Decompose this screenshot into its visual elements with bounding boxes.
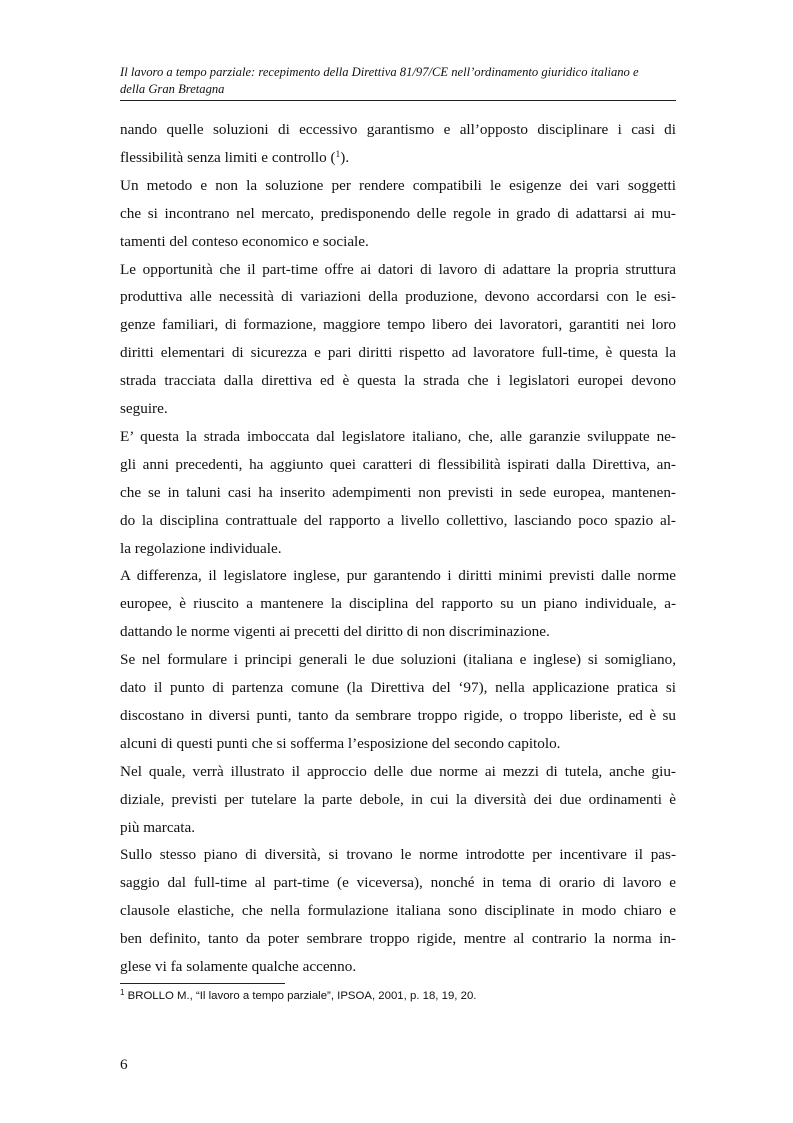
body-line-text: genze familiari, di formazione, maggiore tempo libero dei lavoratori, garantiti nei loro bbox=[120, 316, 676, 334]
body-line-text: flessibilità senza limiti e controllo ( bbox=[120, 148, 336, 166]
body-line-text: dato il punto di partenza comune (la Direttiva del ‘97), nella applicazione pratica si bbox=[120, 679, 676, 696]
running-header bbox=[120, 64, 676, 98]
body-line-text: produttiva alle necessità di variazioni della produzione, devono accordarsi con le esi- bbox=[120, 288, 676, 306]
body-line-text: saggio dal full-time al part-time (e viceversa), nonché in tema di orario di lavoro e bbox=[120, 874, 676, 892]
footnote bbox=[120, 989, 676, 1004]
body-line bbox=[120, 315, 676, 335]
page-number: 6 bbox=[120, 1056, 128, 1073]
body-line bbox=[120, 678, 676, 698]
body-line bbox=[120, 148, 676, 168]
body-line-text: europee, è riuscito a mantenere la disciplina del rapporto su un piano individuale, a- bbox=[120, 595, 676, 613]
body-line-text: E’ questa la strada imboccata dal legislatore italiano, che, alle garanzie sviluppate ne- bbox=[120, 427, 676, 445]
body-line bbox=[120, 957, 676, 977]
body-line bbox=[120, 511, 676, 531]
body-line bbox=[120, 204, 676, 224]
body-line bbox=[120, 594, 676, 614]
body-line-text: alcuni di questi punti che si sofferma l’esposizione del secondo capitolo. bbox=[120, 734, 561, 752]
body-line bbox=[120, 399, 676, 419]
body-line-text: che si incontrano nel mercato, predisponendo delle regole in grado di adattarsi ai mu- bbox=[120, 204, 676, 222]
body-line bbox=[120, 790, 676, 810]
body-line-text: glese vi fa solamente qualche accenno. bbox=[120, 958, 357, 975]
body-line bbox=[120, 455, 676, 475]
body-line bbox=[120, 232, 676, 252]
running-header-line-1: Il lavoro a tempo parziale: recepimento della Direttiva 81/97/CE nell’ordinamento giuridico italiano e bbox=[120, 65, 639, 79]
body-line-text: Sullo stesso piano di diversità, si trovano le norme introdotte per incentivare il pas- bbox=[120, 846, 676, 864]
body-line-text: Nel quale, verrà illustrato il approccio delle due norme ai mezzi di tutela, anche giu- bbox=[120, 762, 676, 780]
footnote-text: BROLLO M., “Il lavoro a tempo parziale”, IPSOA, 2001, p. 18, 19, 20. bbox=[124, 990, 477, 1002]
footnote-divider bbox=[120, 983, 285, 984]
body-line bbox=[120, 371, 676, 391]
body-line bbox=[120, 650, 676, 670]
body-line bbox=[120, 343, 676, 363]
body-line bbox=[120, 734, 676, 754]
body-line-text: nando quelle soluzioni di eccessivo garantismo e all’opposto disciplinare i casi di bbox=[120, 121, 676, 138]
body-line bbox=[120, 929, 676, 949]
body-line bbox=[120, 120, 676, 140]
body-line bbox=[120, 706, 676, 726]
body-line-text: più marcata. bbox=[120, 818, 196, 836]
body-line-text: diritti elementari di sicurezza e pari diritti rispetto ad lavoratore full-time, è questa la bbox=[120, 344, 676, 362]
header-divider bbox=[120, 100, 676, 101]
body-line-text: dattando le norme vigenti ai precetti del diritto di non discriminazione. bbox=[120, 623, 550, 641]
running-header-line-2: della Gran Bretagna bbox=[120, 82, 225, 96]
body-line bbox=[120, 762, 676, 782]
body-line bbox=[120, 539, 676, 559]
body-line bbox=[120, 176, 676, 196]
body-line bbox=[120, 287, 676, 307]
body-line-text: do la disciplina contrattuale del rapporto a livello collettivo, lasciando poco spazio al- bbox=[120, 511, 676, 529]
body-line bbox=[120, 260, 676, 280]
body-line bbox=[120, 483, 676, 503]
body-line-text: ben definito, tanto da poter sembrare troppo rigide, mentre al contrario la norma in- bbox=[120, 930, 676, 948]
body-line-text: che se in taluni casi ha inserito adempimenti non previsti in sede europea, mantenen- bbox=[120, 483, 676, 501]
footnote-reference: 1 bbox=[335, 149, 341, 160]
body-line-text: Un metodo e non la soluzione per rendere compatibili le esigenze dei vari soggetti bbox=[120, 176, 676, 194]
body-line-text: clausole elastiche, che nella formulazione italiana sono disciplinate in modo chiaro e bbox=[120, 902, 676, 920]
body-line-text: la regolazione individuale. bbox=[120, 539, 282, 557]
body-line-text-tail: ). bbox=[340, 148, 350, 166]
body-line-text: seguire. bbox=[120, 400, 168, 417]
footnote-marker: 1 bbox=[120, 988, 125, 997]
body-line-text: diziale, previsti per tutelare la parte debole, in cui la diversità dei due ordinamenti è bbox=[120, 790, 676, 808]
body-line-text: tamenti del conteso economico e sociale. bbox=[120, 232, 369, 250]
body-line bbox=[120, 901, 676, 921]
body-line bbox=[120, 818, 676, 838]
body-line-text: A differenza, il legislatore inglese, pur garantendo i diritti minimi previsti dalle norme bbox=[120, 567, 676, 585]
body-line bbox=[120, 845, 676, 865]
body-line-text: gli anni precedenti, ha aggiunto quei caratteri di flessibilità ispirati dalla Direttiva, an- bbox=[120, 455, 676, 473]
body-line-text: Le opportunità che il part-time offre ai datori di lavoro di adattare la propria struttura bbox=[120, 260, 676, 278]
body-line-text: strada tracciata dalla direttiva ed è questa la strada che i legislatori europei devono bbox=[120, 372, 676, 390]
body-line bbox=[120, 427, 676, 447]
body-line bbox=[120, 566, 676, 586]
body-line-text: Se nel formulare i principi generali le due soluzioni (italiana e inglese) si somigliano, bbox=[120, 651, 676, 669]
body-line bbox=[120, 873, 676, 893]
body-line-text: discostano in diversi punti, tanto da sembrare troppo rigide, o troppo liberiste, ed è su bbox=[120, 706, 676, 724]
body-line bbox=[120, 622, 676, 642]
